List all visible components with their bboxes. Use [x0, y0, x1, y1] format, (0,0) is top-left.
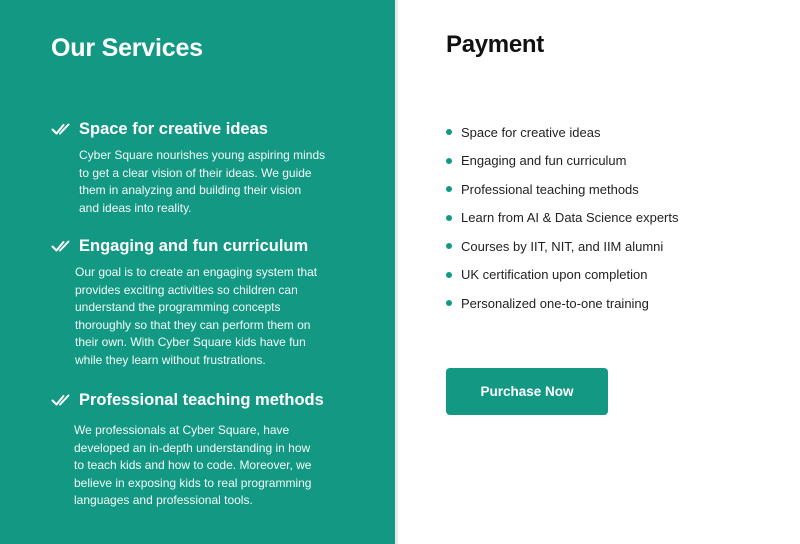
- payment-title: Payment: [446, 31, 544, 58]
- bullet-icon: [446, 243, 452, 249]
- service-title: Space for creative ideas: [79, 119, 268, 138]
- check-icon: [51, 238, 71, 254]
- feature-item: [446, 232, 679, 261]
- bullet-icon: [446, 272, 452, 278]
- bullet-icon: [446, 215, 452, 221]
- bullet-icon: [446, 300, 452, 306]
- payment-panel: [398, 0, 800, 544]
- feature-item: [446, 147, 679, 176]
- feature-label: Courses by IIT, NIT, and IIM alumni: [461, 238, 664, 254]
- feature-item: [446, 118, 679, 147]
- bullet-icon: [446, 129, 452, 135]
- feature-item: [446, 204, 679, 233]
- feature-label: Professional teaching methods: [461, 181, 639, 197]
- feature-label: Space for creative ideas: [461, 124, 601, 140]
- purchase-now-button[interactable]: Purchase Now: [446, 368, 608, 415]
- services-panel: [0, 0, 395, 544]
- service-heading: [51, 389, 351, 411]
- service-heading: [51, 118, 351, 140]
- service-description: We professionals at Cyber Square, have developed an in-depth understanding in how to teach kids and how to code. Moreover, we believe in exposing kids to real programming languages and professional tools.: [74, 423, 312, 508]
- feature-label: Learn from AI & Data Science experts: [461, 210, 679, 226]
- service-title: Engaging and fun curriculum: [79, 236, 309, 255]
- service-title: Professional teaching methods: [79, 390, 324, 409]
- service-description: Cyber Square nourishes young aspiring minds to get a clear vision of their ideas. We guide them in analyzing and building their vision and ideas into reality.: [79, 148, 326, 215]
- feature-label: Personalized one-to-one training: [461, 295, 649, 311]
- bullet-icon: [446, 158, 452, 164]
- feature-label: UK certification upon completion: [461, 267, 648, 283]
- bullet-icon: [446, 186, 452, 192]
- feature-list: [446, 118, 679, 318]
- feature-item: [446, 175, 679, 204]
- service-heading: [51, 235, 351, 257]
- services-title: Our Services: [51, 34, 203, 62]
- feature-label: Engaging and fun curriculum: [461, 153, 627, 169]
- feature-item: [446, 261, 679, 290]
- check-icon: [51, 392, 71, 408]
- check-icon: [51, 121, 71, 137]
- service-item-creative-ideas: [51, 118, 351, 217]
- service-item-teaching-methods: [51, 389, 351, 510]
- service-item-engaging-curriculum: [51, 235, 351, 370]
- feature-item: [446, 289, 679, 318]
- service-description: Our goal is to create an engaging system that provides exciting activities so children can understand the programming concepts thoroughly so that they can perform them on their own. With Cyber Square kids have fun while they learn without frustrations.: [75, 265, 318, 367]
